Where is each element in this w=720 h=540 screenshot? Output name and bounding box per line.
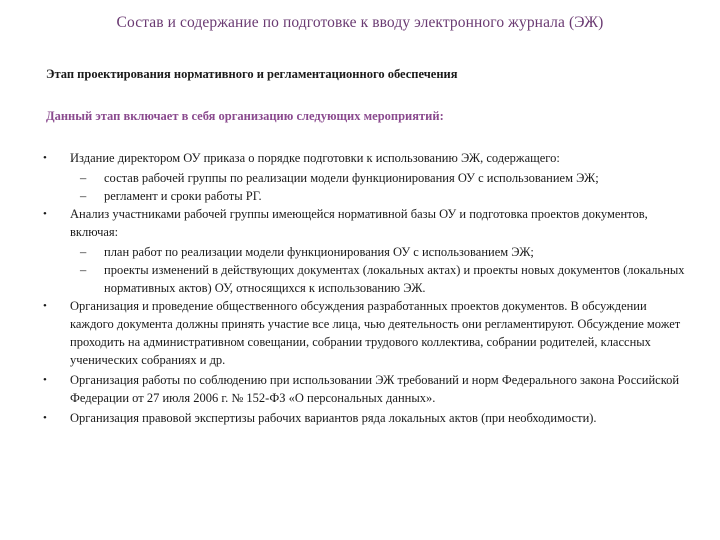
list-item (0, 149, 720, 167)
intro-text: Данный этап включает в себя организацию следующих мероприятий: (46, 109, 444, 123)
sub-list-item-text: регламент и сроки работы РГ. (104, 189, 262, 203)
bullet-icon: • (43, 300, 47, 312)
list-item (0, 205, 720, 241)
list-item-text: Анализ участниками рабочей группы имеющейся нормативной базы ОУ и подготовка проектов документов, включая: (70, 207, 648, 239)
sub-list-item (0, 169, 720, 187)
bullet-icon: • (43, 152, 47, 164)
bullet-list (0, 149, 720, 429)
sub-list-item-text: проекты изменений в действующих документах (локальных актах) и проекты новых документов (локальных нормативных актов) ОУ, относящихся к использованию ЭЖ. (104, 263, 685, 295)
dash-icon: – (80, 263, 87, 277)
stage-heading: Этап проектирования нормативного и регламентационного обеспечения (46, 67, 458, 81)
bullet-icon: • (43, 208, 47, 220)
sub-list-item (0, 187, 720, 205)
sub-list-item (0, 243, 720, 261)
sub-list-item (0, 261, 720, 297)
dash-icon: – (80, 189, 87, 203)
list-item-text: Организация работы по соблюдению при использовании ЭЖ требований и норм Федерального закона Российской Федерации от 27 июля 2006 г. № 152-ФЗ «О персональных данных». (70, 373, 680, 405)
list-item-text: Организация правовой экспертизы рабочих вариантов ряда локальных актов (при необходимости). (70, 411, 597, 425)
dash-icon: – (80, 171, 87, 185)
sub-list-item-text: состав рабочей группы по реализации модели функционирования ОУ с использованием ЭЖ; (104, 171, 599, 185)
bullet-icon: • (43, 412, 47, 424)
dash-icon: – (80, 245, 87, 259)
list-item-text: Организация и проведение общественного обсуждения разработанных проектов документов. В обсуждении каждого документа должны принять участие все лица, чью деятельность они регламентируют. Обсуждение может проходить на административном совещании, собрании трудового коллектива, собрании родителей, классных ученических собраниях и др. (70, 299, 681, 367)
list-item (0, 409, 720, 427)
bullet-icon: • (43, 374, 47, 386)
list-item (0, 297, 720, 369)
list-item-text: Издание директором ОУ приказа о порядке подготовки к использованию ЭЖ, содержащего: (70, 151, 560, 165)
list-item (0, 371, 720, 407)
sub-list-item-text: план работ по реализации модели функционирования ОУ с использованием ЭЖ; (104, 245, 534, 259)
page-title: Состав и содержание по подготовке к вводу электронного журнала (ЭЖ) (116, 14, 604, 31)
